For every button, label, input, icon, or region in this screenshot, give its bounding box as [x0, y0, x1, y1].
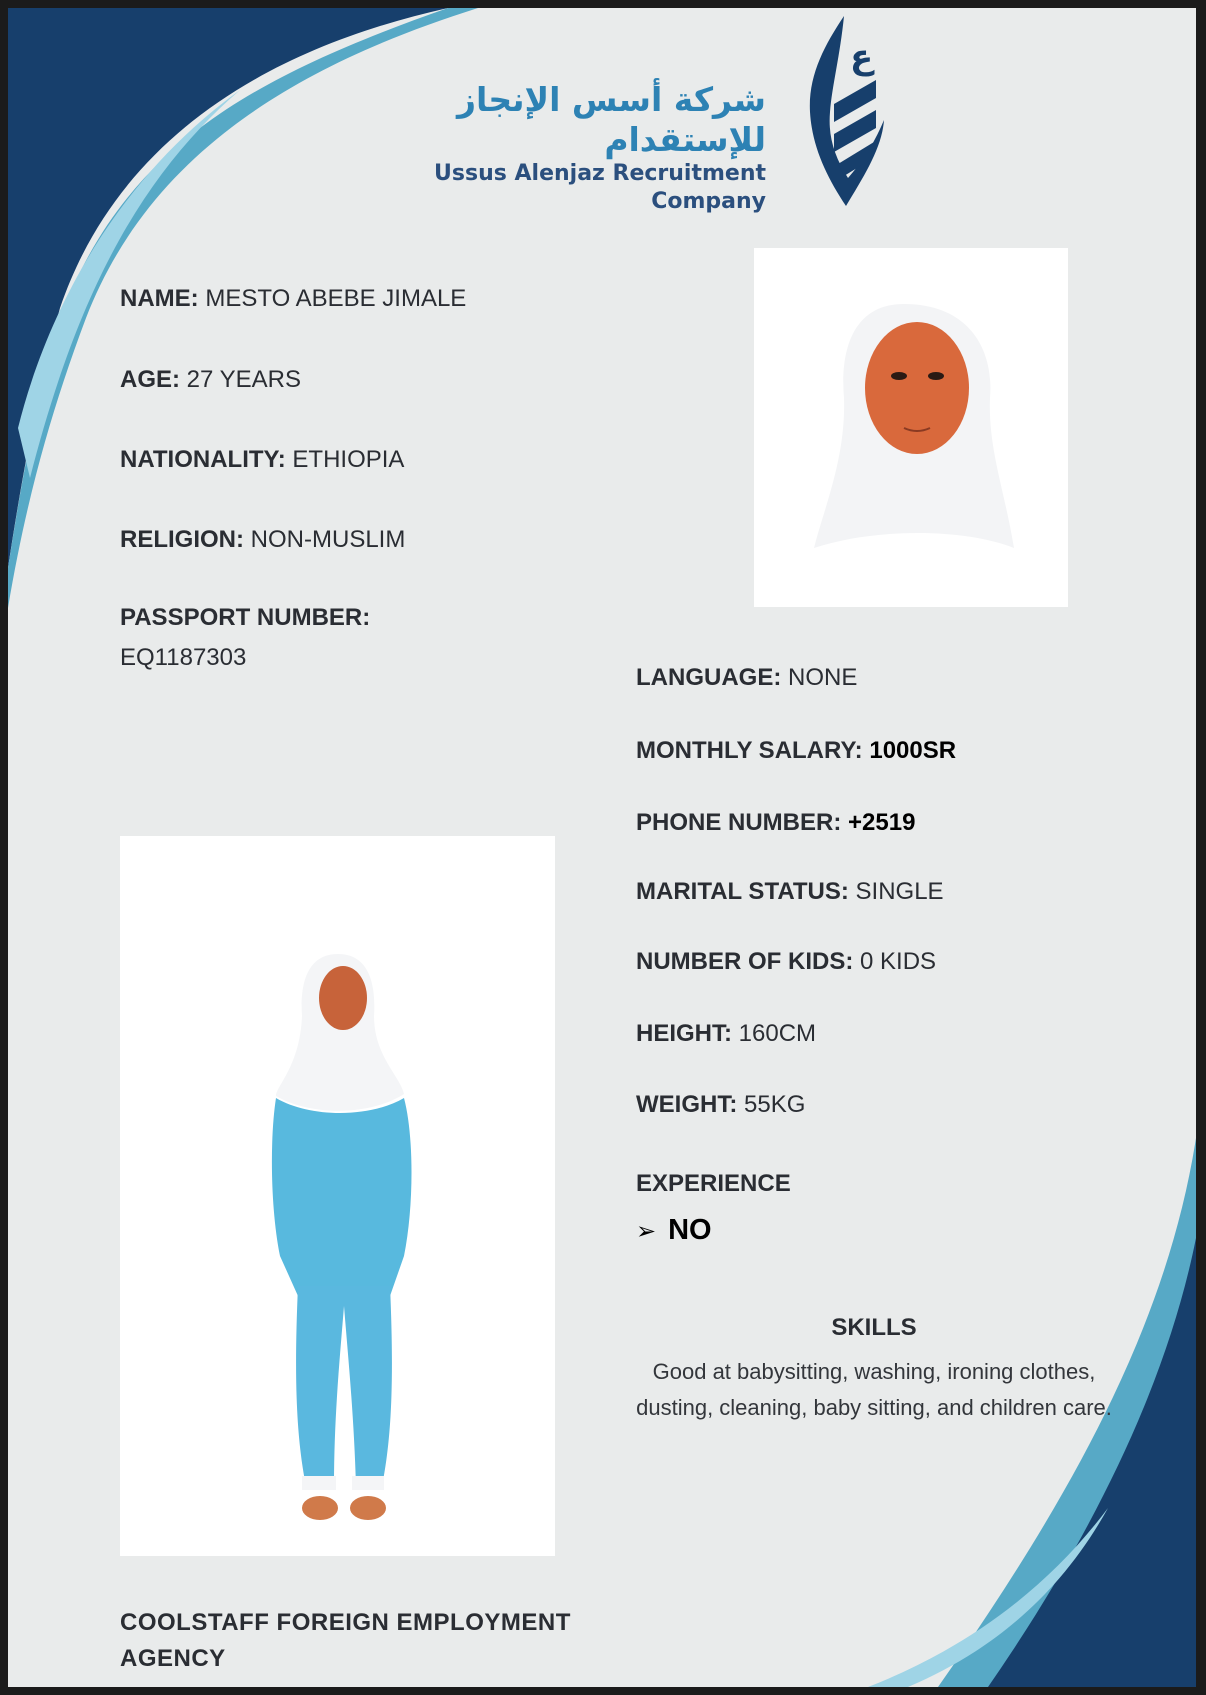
- cv-page: [8, 8, 1196, 1687]
- marital-value: SINGLE: [855, 878, 944, 905]
- height-label: HEIGHT:: [636, 1020, 732, 1047]
- name-label: NAME:: [120, 285, 199, 312]
- portrait-photo: [754, 248, 1068, 607]
- portrait-illustration: [754, 248, 1068, 607]
- field-weight: [636, 1090, 805, 1120]
- field-phone: [636, 808, 915, 838]
- field-religion: [120, 525, 405, 555]
- field-nationality: [120, 445, 404, 475]
- svg-text:ع: ع: [850, 37, 874, 77]
- religion-label: RELIGION:: [120, 526, 244, 553]
- name-value: MESTO ABEBE JIMALE: [205, 285, 467, 312]
- weight-value: 55KG: [744, 1091, 806, 1118]
- company-name-arabic: شركة أسس الإنجاز للإستقدام: [456, 80, 766, 159]
- language-value: NONE: [788, 664, 858, 691]
- language-label: LANGUAGE:: [636, 664, 782, 691]
- experience-heading: EXPERIENCE: [636, 1170, 791, 1197]
- field-height: [636, 1019, 816, 1049]
- full-body-photo: [120, 836, 555, 1556]
- field-name: [120, 284, 466, 314]
- passport-label: PASSPORT NUMBER:: [120, 604, 371, 631]
- field-language: [636, 663, 857, 693]
- kids-label: NUMBER OF KIDS:: [636, 948, 854, 975]
- field-age: [120, 365, 301, 395]
- phone-label: PHONE NUMBER:: [636, 809, 842, 836]
- experience-value: NO: [668, 1214, 712, 1246]
- marital-label: MARITAL STATUS:: [636, 878, 849, 905]
- height-value: 160CM: [738, 1020, 817, 1047]
- experience-value-row: [636, 1214, 712, 1247]
- kids-value: 0 KIDS: [860, 948, 937, 975]
- salary-value: 1000SR: [869, 737, 957, 764]
- arrow-bullet-icon: ➢: [636, 1217, 657, 1245]
- field-kids: [636, 947, 936, 977]
- skills-text: Good at babysitting, washing, ironing clothes, dusting, cleaning, baby sitting, and children care.: [636, 1359, 1112, 1420]
- field-marital-status: [636, 877, 944, 907]
- age-label: AGE:: [120, 366, 180, 393]
- salary-label: MONTHLY SALARY:: [636, 737, 863, 764]
- company-brand: [326, 80, 766, 216]
- phone-value: +2519: [848, 809, 916, 836]
- skills-heading: SKILLS: [831, 1314, 917, 1341]
- nationality-label: NATIONALITY:: [120, 446, 286, 473]
- agency-name: COOLSTAFF FOREIGN EMPLOYMENT AGENCY: [120, 1609, 571, 1672]
- company-logo-icon: [804, 16, 888, 206]
- full-body-illustration: [120, 836, 555, 1556]
- company-name-english: Ussus Alenjaz Recruitment Company: [434, 161, 766, 214]
- age-value: 27 YEARS: [186, 366, 301, 393]
- religion-value: NON-MUSLIM: [250, 526, 406, 553]
- passport-value: EQ1187303: [120, 644, 247, 671]
- weight-label: WEIGHT:: [636, 1091, 738, 1118]
- nationality-value: ETHIOPIA: [292, 446, 405, 473]
- field-salary: [636, 736, 956, 766]
